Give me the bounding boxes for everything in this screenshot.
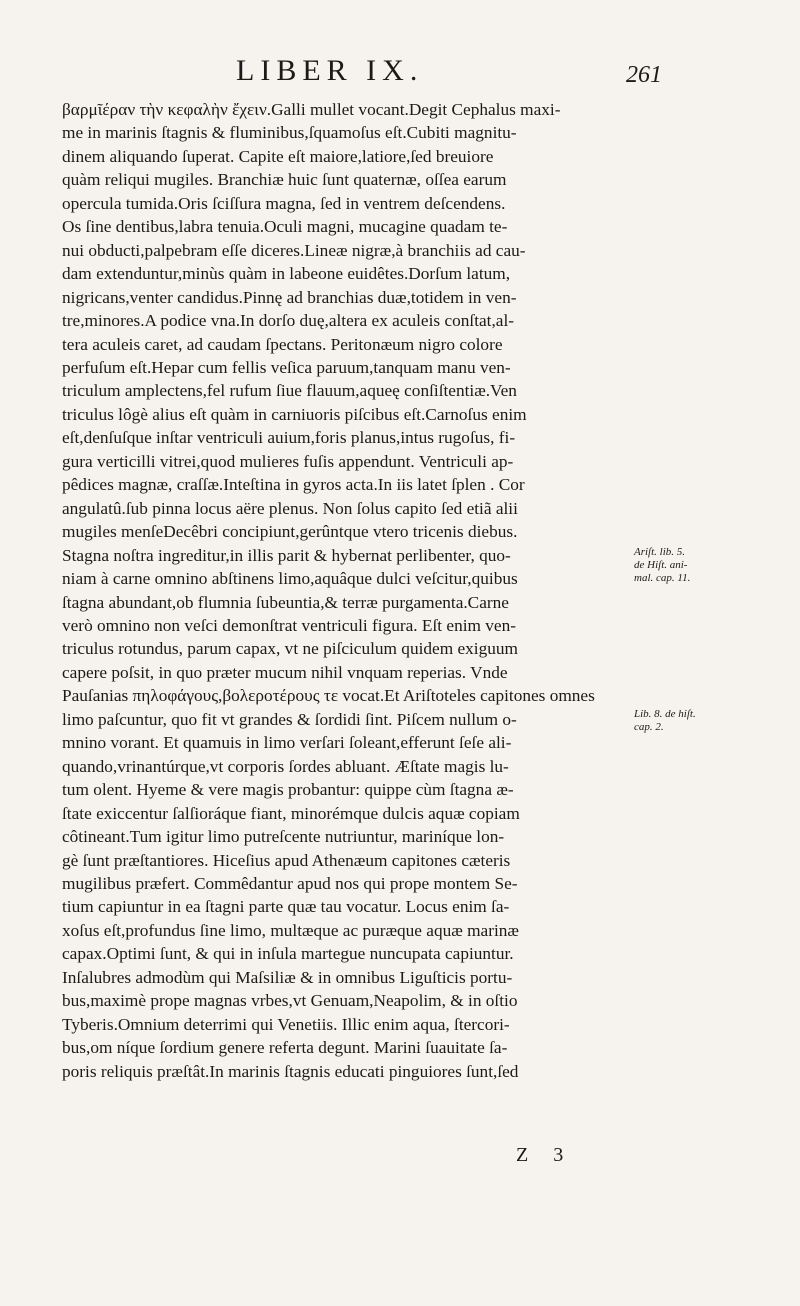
text-line: nigricans,venter candidus.Pinnę ad branchias duæ,totidem in ven- [62, 287, 517, 307]
text-line: triculum amplectens,fel rufum ſiue flauum,aqueę conſiſtentiæ.Ven [62, 381, 517, 401]
text-line: tium capiuntur in ea ſtagni parte quæ tau vocatur. Locus enim ſa- [62, 897, 510, 917]
text-line: limo paſcuntur, quo fit vt grandes & ſordidi ſint. Piſcem nullum o- [62, 709, 517, 729]
marginal-note-line: Ariſt. lib. 5. [634, 546, 686, 558]
marginal-note-line: mal. cap. 11. [634, 572, 691, 584]
body-text [62, 98, 628, 1083]
text-line: côtineant.Tum igitur limo putreſcente nutriuntur, mariníque lon- [62, 827, 505, 847]
text-line: niam à carne omnino abſtinens limo,aquâque dulci veſcitur,quibus [62, 569, 518, 589]
text-line: dinem aliquando ſuperat. Capite eſt maiore,latiore,ſed breuiore [62, 146, 494, 166]
text-line: me in marinis ſtagnis & fluminibus,ſquamoſus eſt.Cubiti magnitu- [62, 123, 517, 143]
text-line: eſt,denſuſque inſtar ventriculi auium,foris planus,intus rugoſus, fi- [62, 428, 516, 448]
text-line: angulatû.ſub pinna locus aëre plenus. Non ſolus capito ſed etiã alii [62, 498, 518, 518]
page-header [0, 54, 800, 94]
text-line: tre,minores.A podice vna.In dorſo duę,altera ex aculeis conſtat,al- [62, 311, 515, 331]
marginal-note-book8 [634, 708, 794, 734]
text-line: capax.Optimi ſunt, & qui in inſula martegue nuncupata capiuntur. [62, 944, 514, 964]
text-line: dam extenduntur,minùs quàm in labeone euidêtes.Dorſum latum, [62, 264, 511, 284]
text-line: bus,om níque ſordium genere referta degunt. Marini ſuauitate ſa- [62, 1038, 508, 1058]
text-line: mugiles menſeDecêbri concipiunt,gerûntque vtero tricenis diebus. [62, 522, 518, 542]
text-line: gura verticilli vitrei,quod mulieres fuſis appendunt. Ventriculi ap- [62, 451, 514, 471]
text-line: nui obducti,palpebram eſſe diceres.Lineæ nigræ,à branchiis ad cau- [62, 240, 526, 260]
text-line: capere poſsit, in quo præter mucum nihil vnquam reperias. Vnde [62, 662, 508, 682]
text-line: Inſalubres admodùm qui Maſsiliæ & in omnibus Liguſticis portu- [62, 967, 513, 987]
marginal-note-aristotle [634, 546, 794, 585]
text-line: perfuſum eſt.Hepar cum fellis veſica paruum,tanquam manu ven- [62, 357, 511, 377]
text-line: Os ſine dentibus,labra tenuia.Oculi magni, mucagine quadam te- [62, 217, 508, 237]
text-line: βαρμῖέραν τὴν κεφαλὴν ἔχειν.Galli mullet vocant.Degit Cephalus maxi- [62, 100, 561, 119]
text-line: triculus lôgè alius eſt quàm in carniuoris piſcibus eſt.Carnoſus enim [62, 404, 527, 424]
text-line: tera aculeis caret, ad caudam ſpectans. Peritonæum nigro colore [62, 334, 503, 354]
marginal-note-line: Lib. 8. de hiſt. [634, 708, 696, 720]
text-line: bus,maximè prope magnas vrbes,vt Genuam,Neapolim, & in oſtio [62, 991, 518, 1011]
running-head: LIBER IX. [236, 54, 424, 87]
text-line: xoſus eſt,profundus ſine limo, multæque ac puræque aquæ marinæ [62, 920, 519, 940]
text-line: tum olent. Hyeme & vere magis probantur: quippe cùm ſtagna æ- [62, 780, 514, 800]
text-line: Tyberis.Omnium deterrimi qui Venetiis. Illic enim aqua, ſtercori- [62, 1014, 510, 1034]
page-number: 261 [626, 62, 662, 88]
text-line: ſtagna abundant,ob flumnia ſubeuntia,& terræ purgamenta.Carne [62, 592, 509, 612]
text-line: ſtate exiccentur ſalſioráque fiant, minorémque dulcis aquæ copiam [62, 803, 520, 823]
text-line: Stagna noſtra ingreditur,in illis parit & hybernat perlibenter, quo- [62, 545, 511, 565]
text-line: verò omnino non veſci demonſtrat ventriculi figura. Eſt enim ven- [62, 615, 516, 635]
text-line: mnino vorant. Et quamuis in limo verſari ſoleant,efferunt ſeſe ali- [62, 733, 512, 753]
text-line: quàm reliqui mugiles. Branchiæ huic ſunt quaternæ, oſſea earum [62, 170, 507, 190]
text-line: opercula tumida.Oris ſciſſura magna, ſed in ventrem deſcendens. [62, 193, 506, 213]
text-line: Pauſanias πηλοφάγους,βολεροτέρους τε vocat.Et Ariſtoteles capitones omnes [62, 686, 595, 706]
text-line: pêdices magnæ, craſſæ.Inteſtina in gyros acta.In iis latet ſplen . Cor [62, 475, 525, 495]
signature-mark: Z 3 [516, 1144, 574, 1166]
text-line: mugilibus præfert. Commêdantur apud nos qui prope montem Se- [62, 873, 518, 893]
marginal-note-line: cap. 2. [634, 721, 664, 733]
text-line: quando,vrinantúrque,vt corporis ſordes abluant. Æſtate magis lu- [62, 756, 509, 776]
text-line: triculus rotundus, parum capax, vt ne piſciculum quidem exiguum [62, 639, 518, 659]
text-line: gè ſunt præſtantiores. Hiceſius apud Athenæum capitones cæteris [62, 850, 511, 870]
text-line: poris reliquis præſtât.In marinis ſtagnis educati pinguiores ſunt,ſed [62, 1061, 519, 1081]
marginal-note-line: de Hiſt. ani- [634, 559, 688, 571]
